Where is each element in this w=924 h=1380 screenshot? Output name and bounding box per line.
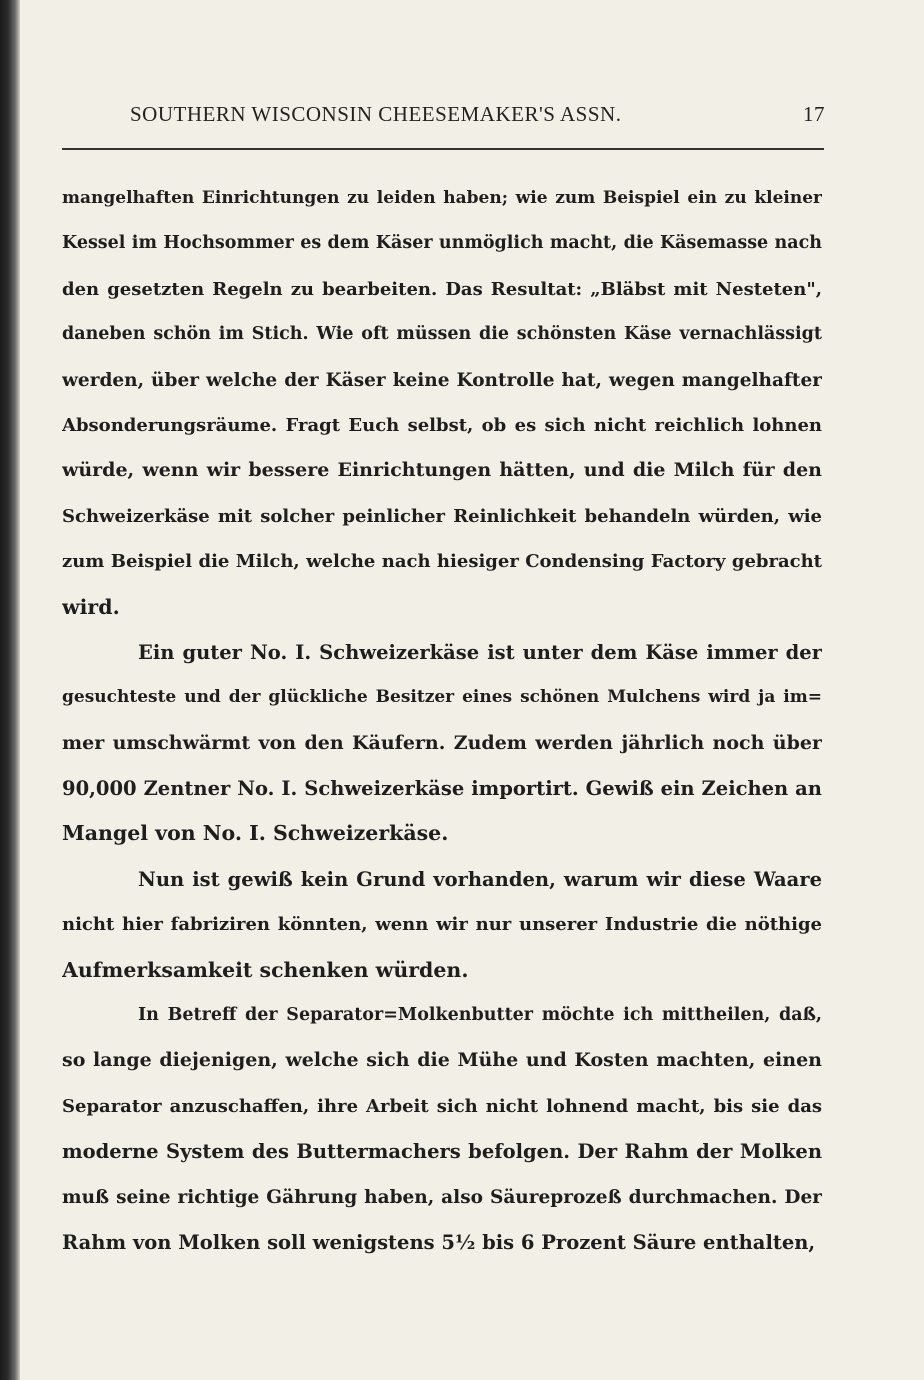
body-text — [62, 176, 822, 1265]
text-line: muß seine richtige Gährung haben, also Säureprozeß durchmachen. Der — [62, 1186, 822, 1208]
text-line: den gesetzten Regeln zu bearbeiten. Das Resultat: „Bläbst mit Nesteten", — [62, 278, 822, 300]
text-line: so lange diejenigen, welche sich die Mühe und Kosten machten, einen — [62, 1049, 822, 1072]
text-line: mer umschwärmt von den Käufern. Zudem werden jährlich noch über — [62, 731, 822, 754]
text-line: Rahm von Molken soll wenigstens 5½ bis 6 Prozent Säure enthalten, — [62, 1230, 816, 1254]
paragraph — [62, 857, 822, 993]
text-line: Nun ist gewiß kein Grund vorhanden, warum wir diese Waare — [138, 867, 822, 891]
text-line: werden, über welche der Käser keine Kontrolle hat, wegen mangelhafter — [62, 369, 822, 391]
text-line: zum Beispiel die Milch, welche nach hiesiger Condensing Factory gebracht — [62, 551, 822, 573]
text-line: Kessel im Hochsommer es dem Käser unmöglich macht, die Käsemasse nach — [62, 233, 822, 254]
header-rule — [62, 148, 824, 150]
text-line: mangelhaften Einrichtungen zu leiden haben; wie zum Beispiel ein zu kleiner — [62, 188, 822, 208]
text-line: moderne System des Buttermachers befolgen. Der Rahm der Molken — [62, 1140, 822, 1164]
text-line: Aufmerksamkeit schenken würden. — [62, 957, 469, 982]
text-line: wird. — [62, 594, 120, 619]
text-line: Separator anzuschaffen, ihre Arbeit sich nicht lohnend macht, bis sie das — [62, 1095, 822, 1117]
paragraph — [62, 630, 822, 857]
text-line: gesuchteste und der glückliche Besitzer eines schönen Mulchens wird ja im= — [62, 687, 822, 708]
text-line: daneben schön im Stich. Wie oft müssen die schönsten Käse vernachlässigt — [62, 324, 822, 345]
page-number: 17 — [803, 102, 825, 126]
text-line: nicht hier fabriziren könnten, wenn wir nur unserer Industrie die nöthige — [62, 914, 822, 936]
text-line: würde, wenn wir bessere Einrichtungen hätten, und die Milch für den — [62, 459, 822, 482]
text-line: Schweizerkäse mit solcher peinlicher Reinlichkeit behandeln würden, wie — [62, 505, 822, 527]
paragraph — [62, 176, 822, 630]
book-spine-shadow — [0, 0, 20, 1380]
running-header — [130, 100, 825, 132]
text-line: Mangel von No. I. Schweizerkäse. — [62, 821, 449, 846]
running-title: SOUTHERN WISCONSIN CHEESEMAKER'S ASSN. — [130, 102, 622, 126]
text-line: Ein guter No. I. Schweizerkäse ist unter dem Käse immer der — [138, 640, 822, 664]
text-line: 90,000 Zentner No. I. Schweizerkäse importirt. Gewiß ein Zeichen an — [62, 777, 822, 801]
text-line: Absonderungsräume. Fragt Euch selbst, ob es sich nicht reichlich lohnen — [62, 414, 822, 436]
paragraph — [62, 993, 822, 1265]
text-line: In Betreff der Separator=Molkenbutter möchte ich mittheilen, daß, — [138, 1005, 822, 1026]
